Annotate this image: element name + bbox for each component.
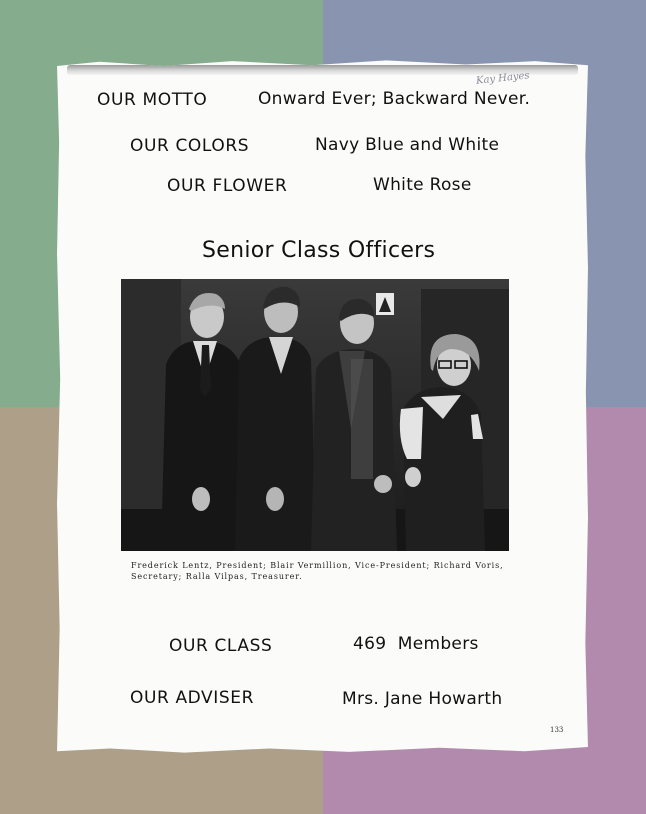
flower-label: OUR FLOWER (167, 176, 288, 196)
section-heading: Senior Class Officers (202, 238, 436, 263)
class-label: OUR CLASS (169, 636, 273, 656)
officers-group-photo (121, 279, 509, 551)
colors-label: OUR COLORS (130, 136, 250, 156)
motto-value: Onward Ever; Backward Never. (258, 89, 531, 109)
page-number: 133 (550, 726, 564, 734)
flower-value: White Rose (373, 175, 472, 195)
class-value: 469 Members (353, 634, 479, 654)
handwritten-signature: Kay Hayes (475, 70, 531, 87)
colors-value: Navy Blue and White (315, 135, 500, 155)
motto-label: OUR MOTTO (97, 90, 208, 110)
adviser-label: OUR ADVISER (130, 688, 255, 708)
adviser-value: Mrs. Jane Howarth (342, 689, 503, 709)
photo-caption: Frederick Lentz, President; Blair Vermillion, Vice-President; Richard Voris, Secretary; Ralla Vilpas, Treasurer. (131, 561, 504, 581)
